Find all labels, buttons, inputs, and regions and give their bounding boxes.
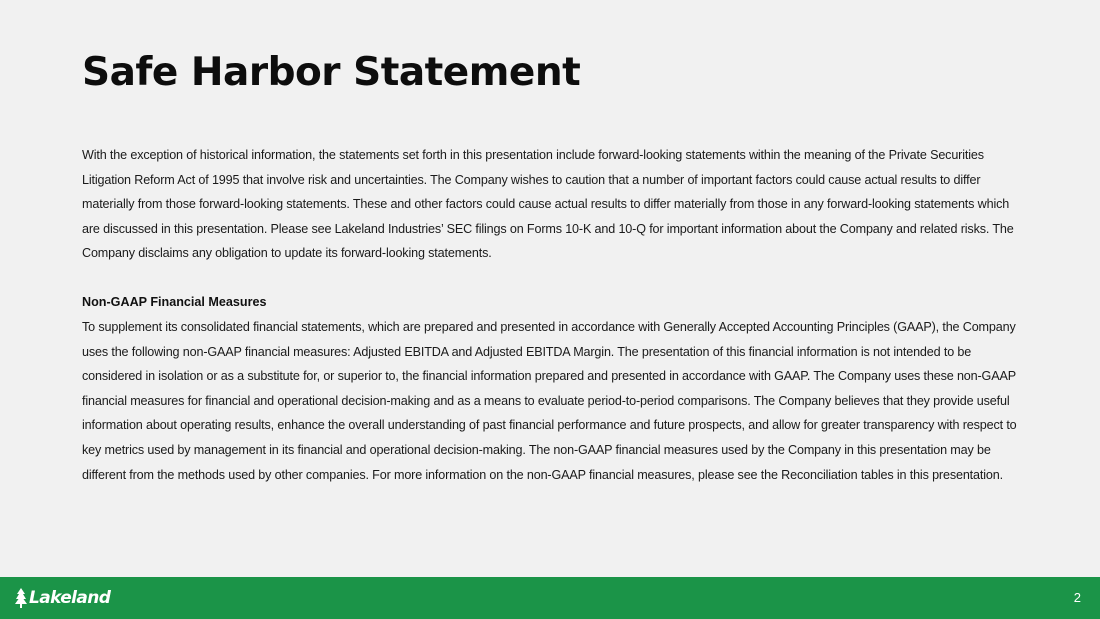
logo-text: Lakeland — [29, 588, 111, 608]
non-gaap-paragraph: To supplement its consolidated financial statements, which are prepared and presented in accordance with Generally Accepted Accounting Principles (GAAP), the Company uses the following non-GAAP financial measures: Adjusted EBITDA and Adjusted EBITDA Margin. The presentation of this financial information is not intended to be considered in isolation or as a substitute for, or superior to, the financial information prepared and presented in accordance with GAAP. The Company uses these non-GAAP financial measures for financial and operational decision-making and as a means to evaluate period-to-period comparisons. The Company believes that they provide useful information about operating results, enhance the overall understanding of past financial performance and future prospects, and allow for greater transparency with respect to key metrics used by management in its financial and operational decision-making. The non-GAAP financial measures used by the Company in this presentation may be different from the methods used by other companies. For more information on the non-GAAP financial measures, please see the Reconciliation tables in this presentation. — [82, 320, 1017, 482]
slide-title: Safe Harbor Statement — [82, 50, 581, 95]
page-number: 2 — [1073, 590, 1081, 605]
footer-bar — [0, 577, 1100, 619]
tree-icon — [15, 588, 27, 608]
lakeland-logo — [15, 586, 110, 610]
non-gaap-heading: Non-GAAP Financial Measures — [82, 295, 267, 309]
safe-harbor-paragraph: With the exception of historical information, the statements set forth in this presentation include forward-looking statements within the meaning of the Private Securities Litigation Reform Act of 1995 that involve risk and uncertainties. The Company wishes to caution that a number of important factors could cause actual results to differ materially from those forward-looking statements. These and other factors could cause actual results to differ materially from those in any forward-looking statements which are discussed in this presentation. Please see Lakeland Industries’ SEC filings on Forms 10-K and 10-Q for important information about the Company and related risks. The Company disclaims any obligation to update its forward-looking statements. — [82, 148, 1014, 261]
